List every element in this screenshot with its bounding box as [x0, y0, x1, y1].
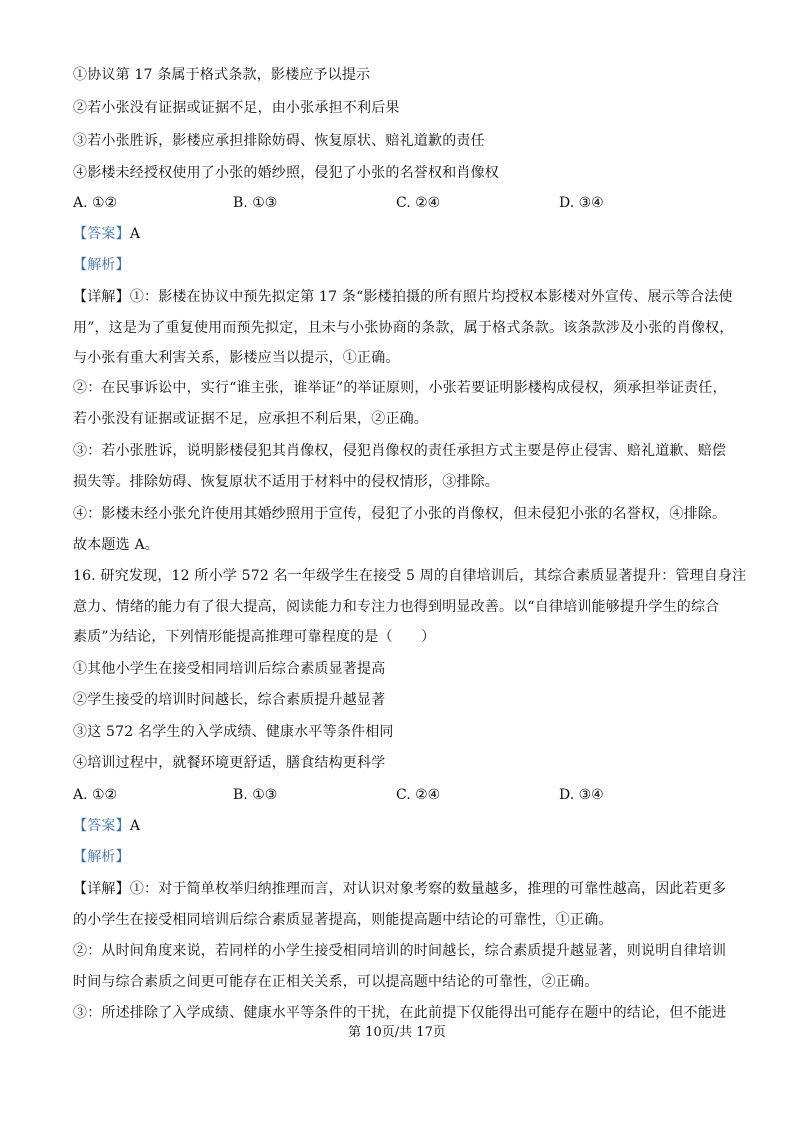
q15-option-c: C. ②④ [396, 195, 441, 211]
q15-detail-line-7: 损失等。排除妨碍、恢复原状不适用于材料中的侵权情形，③排除。 [73, 474, 499, 490]
q16-answer [73, 816, 723, 836]
q15-statement-2: ②若小张没有证据或证据不足，由小张承担不利后果 [73, 100, 400, 116]
q15-detail-line-2: 用”，这是为了重复使用而预先拟定，且未与小张协商的条款，属于格式条款。该条款涉及小张的肖像权， [73, 320, 734, 336]
q16-detail-line-2: 的小学生在接受相同培训后综合素质显著提高，则能提高题中结论的可靠性，①正确。 [73, 912, 613, 928]
q15-statement-1: ①协议第 17 条属于格式条款，影楼应予以提示 [73, 67, 371, 83]
q15-detail-line-5: 若小张没有证据或证据不足，应承担不利后果，②正确。 [73, 411, 428, 427]
q15-detail-line-1 [73, 287, 733, 307]
q16-option-d: D. ③④ [559, 787, 604, 803]
q16-options [73, 785, 723, 805]
q16-stem-line-3: 素质”为结论，下列情形能提高推理可靠程度的是（ ） [73, 629, 436, 645]
q15-detail-line-4: ②：在民事诉讼中，实行“谁主张，谁举证”的举证原则，小张若要证明影楼构成侵权，须承担举证责任， [73, 380, 727, 396]
q16-answer-tag: 【答案】 [73, 818, 130, 834]
q15-detail-tag: 【详解】 [73, 289, 130, 305]
q16-statement-4: ④培训过程中，就餐环境更舒适，膳食结构更科学 [73, 755, 386, 771]
q15-analysis-heading [73, 255, 723, 275]
q15-detail-text-1: ①：影楼在协议中预先拟定第 17 条“影楼拍摄的所有照片均授权本影楼对外宣传、展示等合法使 [129, 289, 733, 305]
q15-option-d: D. ③④ [559, 195, 604, 211]
q16-stem-line-2: 意力、情绪的能力有了很大提高，阅读能力和专注力也得到明显改善。以“自律培训能够提升学生的综合 [73, 599, 720, 615]
q16-detail-text-1: ①：对于简单枚举归纳推理而言，对认识对象考察的数量越多，推理的可靠性越高，因此若更多 [129, 881, 727, 897]
q15-option-b: B. ①③ [233, 195, 278, 211]
q15-statement-4: ④影楼未经授权使用了小张的婚纱照，侵犯了小张的名誉权和肖像权 [73, 165, 499, 181]
q16-statement-2: ②学生接受的培训时间越长，综合素质提升越显著 [73, 692, 386, 708]
q16-statement-3: ③这 572 名学生的入学成绩、健康水平等条件相同 [73, 724, 394, 740]
q15-answer-value: A [129, 226, 141, 242]
q15-answer [73, 224, 723, 244]
q16-statement-1: ①其他小学生在接受相同培训后综合素质显著提高 [73, 661, 386, 677]
q16-detail-tag: 【详解】 [73, 881, 130, 897]
q15-option-a: A. ①② [73, 195, 118, 211]
q15-answer-tag: 【答案】 [73, 226, 130, 242]
q16-analysis-heading [73, 847, 723, 867]
q15-conclusion: 故本题选 A。 [73, 537, 159, 553]
q16-detail-line-4: 时间与综合素质之间更可能存在正相关关系，可以提高题中结论的可靠性，②正确。 [73, 974, 599, 990]
q16-detail-line-5: ③：所述排除了入学成绩、健康水平等条件的干扰，在此前提下仅能得出可能存在题中的结论，但不能进 [73, 1005, 727, 1021]
q15-statement-3: ③若小张胜诉，影楼应承担排除妨碍、恢复原状、赔礼道歉的责任 [73, 133, 485, 149]
q16-option-a: A. ①② [73, 787, 118, 803]
q16-stem-line-1: 16. 研究发现，12 所小学 572 名一年级学生在接受 5 周的自律培训后，其综合素质显著提升：管理自身注 [73, 568, 747, 584]
q16-answer-value: A [129, 818, 141, 834]
q15-detail-line-6: ③：若小张胜诉，说明影楼侵犯其肖像权，侵犯肖像权的责任承担方式主要是停止侵害、赔礼道歉、赔偿 [73, 443, 727, 459]
page-footer: 第 10页/共 17页 [348, 1025, 446, 1040]
q16-option-c: C. ②④ [396, 787, 441, 803]
q16-detail-line-3: ②：从时间角度来说，若同样的小学生接受相同培训的时间越长，综合素质提升越显著，则说明自律培训 [73, 943, 727, 959]
q15-options [73, 193, 723, 213]
q16-option-b: B. ①③ [233, 787, 278, 803]
q15-detail-line-3: 与小张有重大利害关系，影楼应当以提示，①正确。 [73, 350, 400, 366]
q16-detail-line-1 [73, 879, 727, 899]
q15-analysis-tag: 【解析】 [73, 257, 130, 273]
q16-analysis-tag: 【解析】 [73, 849, 130, 865]
q15-detail-line-8: ④：影楼未经小张允许使用其婚纱照用于宣传，侵犯了小张的肖像权，但未侵犯小张的名誉权，④排除。 [73, 506, 727, 522]
